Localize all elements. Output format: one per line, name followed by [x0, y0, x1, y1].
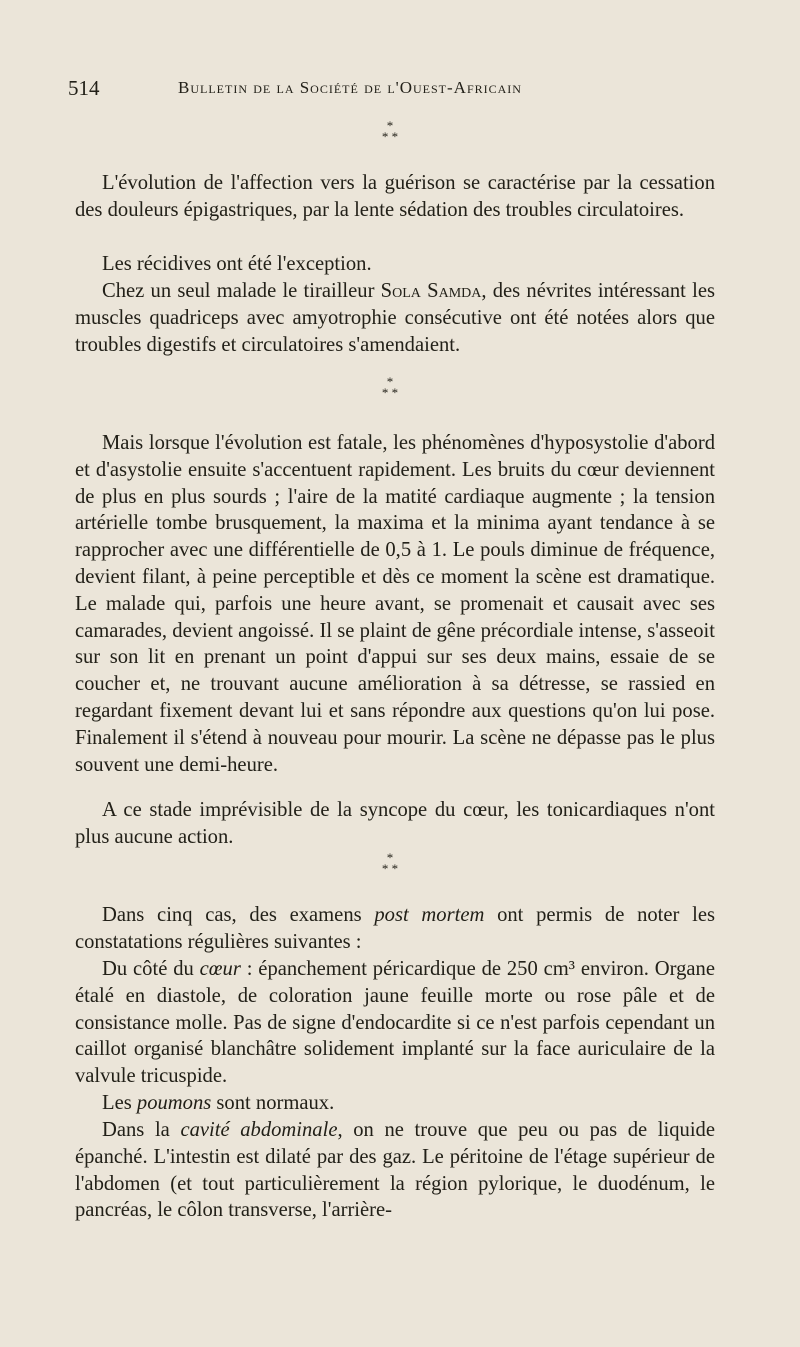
section-separator	[340, 376, 440, 398]
separator-star: *	[386, 118, 394, 133]
running-title: Bulletin de la Société de l'Ouest-Africain	[178, 78, 522, 97]
emphasis: cœur	[199, 958, 241, 980]
paragraph-text: ont permis de noter les constatations régulières suivantes :	[75, 904, 715, 953]
paragraph	[75, 902, 715, 956]
paragraph	[75, 1117, 715, 1224]
paragraph: Les récidives ont été l'exception.	[102, 253, 372, 275]
paragraph-text: sont normaux.	[211, 1092, 335, 1114]
paragraph-text: Les	[102, 1092, 137, 1114]
page-number: 514	[68, 76, 100, 100]
paragraph-text: Du côté du	[102, 958, 200, 980]
paragraph: L'évolution de l'affection vers la guérison se caractérise par la cessation des douleurs épigastriques, par la lente sédation des troubles circulatoires.	[75, 172, 715, 221]
section-separator	[340, 852, 440, 874]
paragraph	[75, 278, 715, 358]
person-name: Sola Samda	[380, 280, 482, 302]
paragraph-text: Dans la	[102, 1119, 181, 1141]
separator-star: *	[386, 374, 394, 389]
paragraph	[75, 1090, 715, 1117]
paragraph	[75, 956, 715, 1090]
emphasis: post mortem	[374, 904, 485, 926]
emphasis: cavité abdominale	[180, 1119, 338, 1141]
paragraph-text: Dans cinq cas, des examens	[102, 904, 375, 926]
section-separator	[340, 120, 440, 142]
separator-stars: * *	[381, 861, 399, 876]
paragraph: Mais lorsque l'évolution est fatale, les phénomènes d'hyposystolie d'abord et d'asystolie ensuite s'accentuent rapidement. Les bruits du cœur deviennent de plus en plus sourds ; l'aire de la matité cardiaque augmente ; la tension artérielle tombe brusquement, la maxima et la minima ayant tendance à se rapprocher avec une différentielle de 0,5 à 1. Le pouls diminue de fréquence, devient filant, à peine perceptible et dès ce moment la scène est dramatique. Le malade qui, parfois une heure avant, se promenait et causait avec ses camarades, devient angoissé. Il se plaint de gêne précordiale intense, s'asseoit sur son lit en prenant un point d'appui sur ses deux mains, essaie de se coucher et, ne trouvant aucune amélioration à sa détresse, se rassied en regardant fixement devant lui et sans répondre aux questions qu'on lui pose. Finalement il s'étend à nouveau pour mourir. La scène ne dépasse pas le plus souvent une demi-heure.	[75, 432, 715, 776]
paragraph-text: , on ne trouve que peu ou pas de liquide épanché. L'intestin est dilaté par des gaz. Le péritoine de l'étage supérieur de l'abdomen (et tout particulièrement la région pylorique, le duodénum, le pancréas, le côlon transverse, l'arrière-	[75, 1119, 715, 1222]
paragraph-text: : épanchement péricardique de 250 cm³ environ. Organe étalé en diastole, de coloration jaune feuille morte ou rose pâle et de consistance molle. Pas de signe d'endocardite si ce n'est parfois cependant un caillot organisé blanchâtre solidement implanté sur la face auriculaire de la valvule tricuspide.	[75, 958, 715, 1088]
separator-star: *	[386, 850, 394, 865]
paragraph-text: , des névrites intéressant les muscles quadriceps avec amyotrophie consécutive ont été notées alors que troubles digestifs et circulatoires s'amendaient.	[75, 280, 715, 356]
emphasis: poumons	[136, 1092, 212, 1114]
separator-stars: * *	[381, 385, 399, 400]
paragraph: A ce stade imprévisible de la syncope du cœur, les tonicardiaques n'ont plus aucune action.	[75, 799, 715, 848]
separator-stars: * *	[381, 129, 399, 144]
paragraph-text: Chez un seul malade le tirailleur	[102, 280, 381, 302]
page-header	[68, 76, 720, 100]
